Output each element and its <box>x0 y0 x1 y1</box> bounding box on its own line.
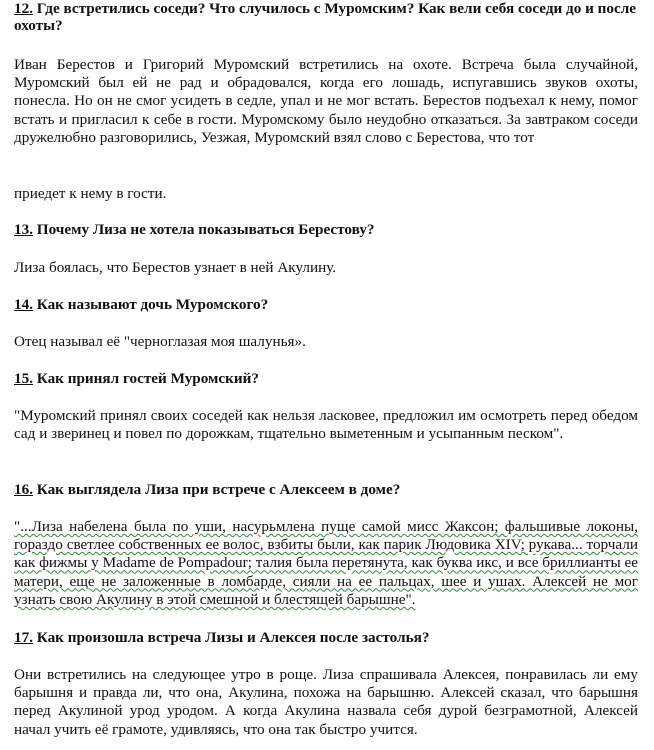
question-number: 12. <box>14 0 33 17</box>
question-number: 17. <box>14 629 33 646</box>
answer-17: Они встретились на следующее утро в роще. Лиза спрашивала Алексея, понравилась ли ему барышня и правда ли, что она, Акулина, похожа на барышню. Алексей сказал, что барышня перед Акулиной урод уродом. А когда Акулина назвала себя дурой безграмотной, Алексей начал учить её грамоте, удивляясь, что она так быстро учится. <box>14 666 638 738</box>
question-16 <box>14 481 638 498</box>
question-text: Как произошла встреча Лизы и Алексея после застолья? <box>36 629 430 646</box>
answer-15: "Муромский принял своих соседей как нельзя ласковее, предложил им осмотреть перед обедом сад и зверинец и повел по дорожкам, тщательно выметенным и усыпанным песком". <box>14 407 638 443</box>
question-15 <box>14 370 638 387</box>
answer-13: Лиза боялась, что Берестов узнает в ней Акулину. <box>14 259 337 276</box>
answer-14: Отец называл её "черноглазая моя шалунья». <box>14 333 306 350</box>
question-text: Как выглядела Лиза при встрече с Алексеем в доме? <box>36 481 401 498</box>
question-12 <box>14 0 638 34</box>
answer-16-text: "...Лиза набелена была по уши, насурьмлена пуще самой мисс Жаксон; фальшивые локоны, гораздо светлее собственных ее волос, взбиты были, как парик Людовика XIV; рукава... торчали как фижмы у Madame de Pompadour; талия была перетянута, как буква икс, и все бриллианты ее матери, еще не заложенные в ломбарде, сияли на ее пальцах, шее и ушах. Алексей не мог узнать свою Акулину в этой смешной и блестящей барышне". <box>14 518 638 608</box>
question-number: 15. <box>14 370 33 387</box>
question-text: Как называют дочь Муромского? <box>36 296 269 313</box>
question-text: Как принял гостей Муромский? <box>36 370 259 387</box>
answer-12: Иван Берестов и Григорий Муромский встретились на охоте. Встреча была случайной, Муромский был ей не рад и обрадовался, когда его лошадь, испугавшись звуков охоты, понесла. Но он не смог усидеть в седле, упал и не мог встать. Берестов подъехал к нему, помог встать и пригласил к себе в гости. Муромскому было неудобно отказаться. За завтраком соседи дружелюбно разговорились, Уезжая, Муромский взял слово с Берестова, что тот <box>14 56 638 146</box>
question-number: 13. <box>14 221 33 238</box>
question-text: Где встретились соседи? Что случилось с Муромским? Как вели себя соседи до и после охоты? <box>14 0 637 34</box>
question-text: Почему Лиза не хотела показываться Берестову? <box>36 221 375 238</box>
answer-12-continued: приедет к нему в гости. <box>14 185 167 202</box>
question-13 <box>14 221 638 238</box>
question-number: 14. <box>14 296 33 313</box>
answer-16 <box>14 518 638 609</box>
question-number: 16. <box>14 481 33 498</box>
question-14 <box>14 296 638 313</box>
question-17 <box>14 629 638 646</box>
